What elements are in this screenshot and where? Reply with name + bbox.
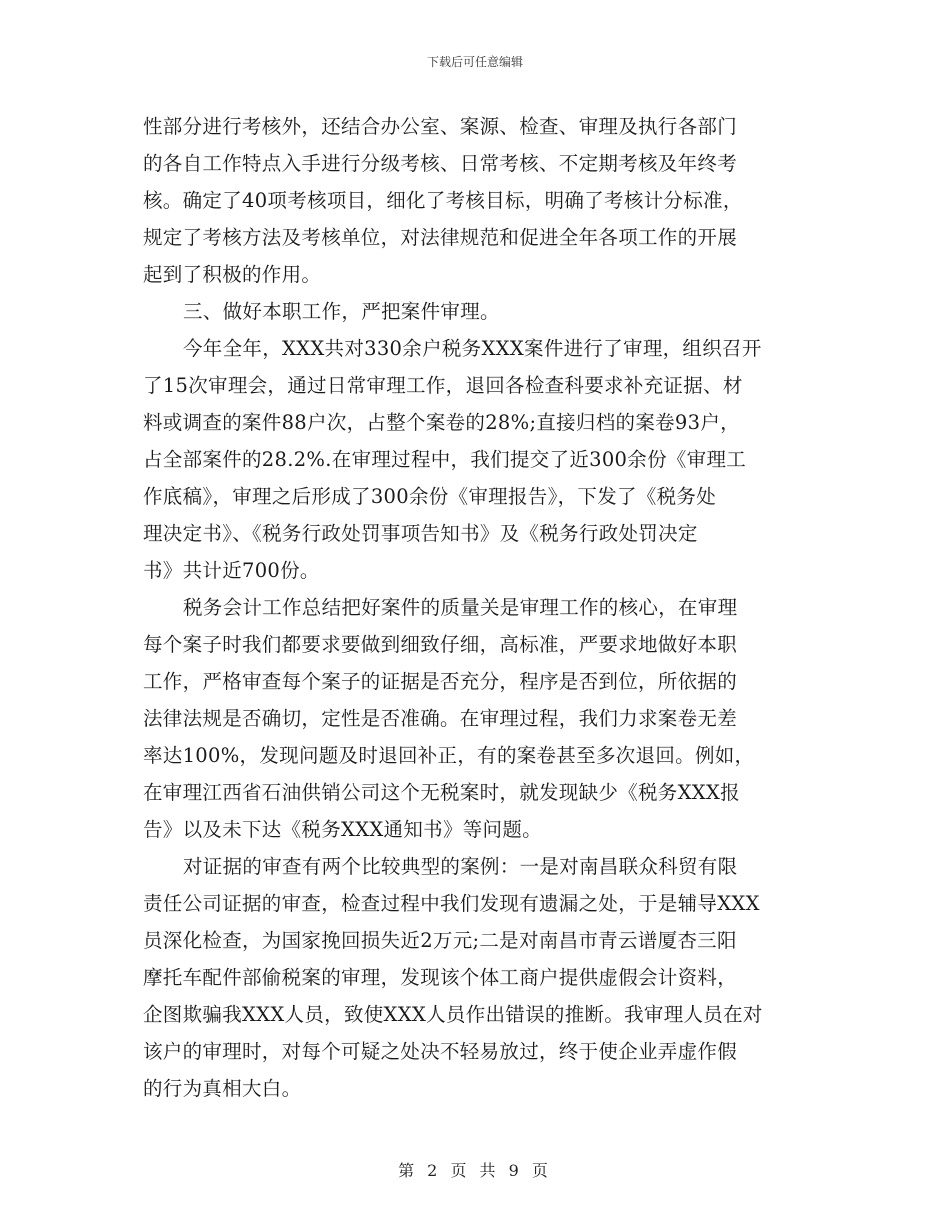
text-line: 每个案子时我们都要求要做到细致仔细，高标准，严要求地做好本职 <box>143 633 738 656</box>
text-line: 了15次审理会，通过日常审理工作，退回各检查科要求补充证据、材 <box>143 374 743 397</box>
text-line: 责任公司证据的审查，检查过程中我们发现有遗漏之处，于是辅导XXX <box>143 892 760 915</box>
text-line: 对证据的审查有两个比较典型的案例：一是对南昌联众科贸有限 <box>183 855 738 878</box>
document-body <box>143 108 815 1107</box>
text-line: 今年全年，XXX共对330余户税务XXX案件进行了审理，组织召开 <box>183 337 762 360</box>
text-line: 规定了考核方法及考核单位，对法律规范和促进全年各项工作的开展 <box>143 226 738 249</box>
text-line: 率达100%，发现问题及时退回补正，有的案卷甚至多次退回。例如， <box>143 744 755 767</box>
text-line: 该户的审理时，对每个可疑之处决不轻易放过，终于使企业弄虚作假 <box>143 1040 738 1063</box>
text-line: 占全部案件的28.2%.在审理过程中，我们提交了近300余份《审理工 <box>143 448 747 471</box>
text-line: 告》以及未下达《税务XXX通知书》等问题。 <box>143 818 542 841</box>
text-line: 在审理江西省石油供销公司这个无税案时，就发现缺少《税务XXX报 <box>143 781 740 804</box>
text-line: 书》共计近700份。 <box>143 559 320 582</box>
text-line: 料或调查的案件88户次，占整个案卷的28%;直接归档的案卷93户， <box>143 411 740 434</box>
text-line: 员深化检查，为国家挽回损失近2万元;二是对南昌市青云谱厦杏三阳 <box>143 929 737 952</box>
text-line: 税务会计工作总结把好案件的质量关是审理工作的核心，在审理 <box>183 596 738 619</box>
text-line: 摩托车配件部偷税案的审理，发现该个体工商户提供虚假会计资料， <box>143 966 738 989</box>
text-line: 性部分进行考核外，还结合办公室、案源、检查、审理及执行各部门 <box>143 115 738 138</box>
text-line: 起到了积极的作用。 <box>143 263 322 286</box>
text-line: 的各自工作特点入手进行分级考核、日常考核、不定期考核及年终考 <box>143 152 738 175</box>
text-line: 的行为真相大白。 <box>143 1077 302 1100</box>
text-line: 法律法规是否确切，定性是否准确。在审理过程，我们力求案卷无差 <box>143 707 738 730</box>
text-line: 工作，严格审查每个案子的证据是否充分，程序是否到位，所依据的 <box>143 670 738 693</box>
text-line: 三、做好本职工作，严把案件审理。 <box>183 300 500 323</box>
text-line: 企图欺骗我XXX人员，致使XXX人员作出错误的推断。我审理人员在对 <box>143 1003 763 1026</box>
text-line: 核。确定了40项考核项目，细化了考核目标，明确了考核计分标准， <box>143 189 743 212</box>
text-line: 作底稿》，审理之后形成了300余份《审理报告》，下发了《税务处 <box>143 485 717 508</box>
page-number: 第 2 页 共 9 页 <box>398 1161 552 1180</box>
text-line: 理决定书》、《税务行政处罚事项告知书》及《税务行政处罚决定 <box>143 522 698 545</box>
page-header: 下载后可任意编辑 <box>426 55 523 69</box>
